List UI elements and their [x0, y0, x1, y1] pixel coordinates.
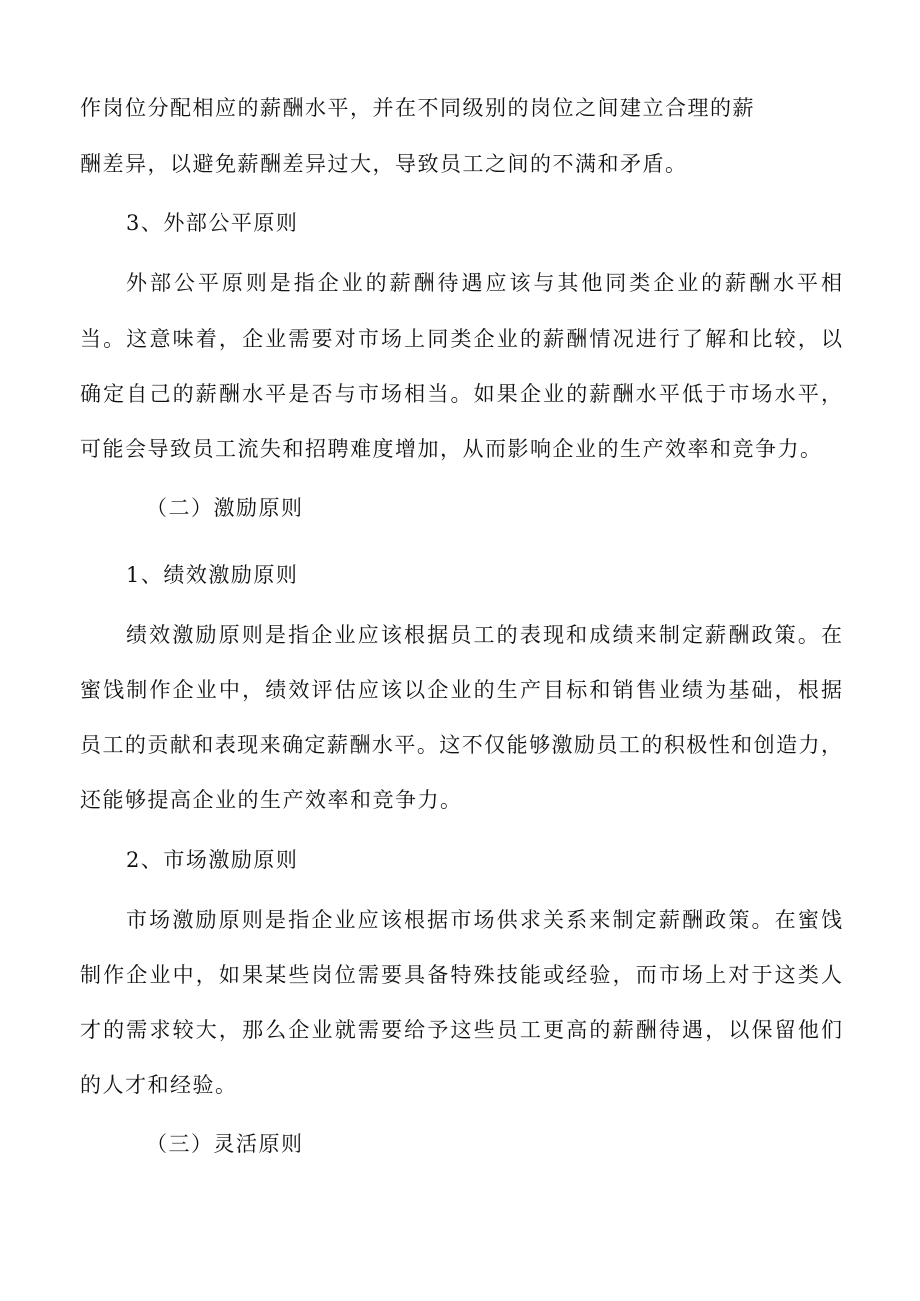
- section-heading-flexibility: （三）灵活原则: [146, 1132, 304, 1156]
- paragraph-line: 作岗位分配相应的薪酬水平，并在不同级别的岗位之间建立合理的薪: [80, 96, 755, 120]
- subheading-external-fairness: 3、外部公平原则: [126, 211, 299, 235]
- paragraph-line: 确定自己的薪酬水平是否与市场相当。如果企业的薪酬水平低于市场水平，: [80, 382, 842, 406]
- paragraph-line: 市场激励原则是指企业应该根据市场供求关系来制定薪酬政策。在蜜饯: [126, 908, 842, 932]
- paragraph-line: 酬差异，以避免薪酬差异过大，导致员工之间的不满和矛盾。: [80, 152, 688, 176]
- paragraph-line: 可能会导致员工流失和招聘难度增加，从而影响企业的生产效率和竞争力。: [80, 437, 823, 461]
- paragraph-line: 的人才和经验。: [80, 1073, 238, 1097]
- paragraph-line: 员工的贡献和表现来确定薪酬水平。这不仅能够激励员工的积极性和创造力，: [80, 733, 842, 757]
- paragraph-line: 制作企业中，如果某些岗位需要具备特殊技能或经验，而市场上对于这类人: [80, 963, 842, 987]
- paragraph-line: 绩效激励原则是指企业应该根据员工的表现和成绩来制定薪酬政策。在: [126, 623, 842, 647]
- paragraph-line: 才的需求较大，那么企业就需要给予这些员工更高的薪酬待遇，以保留他们: [80, 1018, 842, 1042]
- paragraph-line: 还能够提高企业的生产效率和竞争力。: [80, 788, 463, 812]
- paragraph-line: 蜜饯制作企业中，绩效评估应该以企业的生产目标和销售业绩为基础，根据: [80, 678, 842, 702]
- subheading-performance: 1、绩效激励原则: [126, 563, 299, 587]
- section-heading-incentive: （二）激励原则: [146, 496, 304, 520]
- paragraph-line: 当。这意味着，企业需要对市场上同类企业的薪酬情况进行了解和比较，以: [80, 327, 842, 351]
- subheading-market: 2、市场激励原则: [126, 848, 299, 872]
- paragraph-line: 外部公平原则是指企业的薪酬待遇应该与其他同类企业的薪酬水平相: [126, 271, 842, 295]
